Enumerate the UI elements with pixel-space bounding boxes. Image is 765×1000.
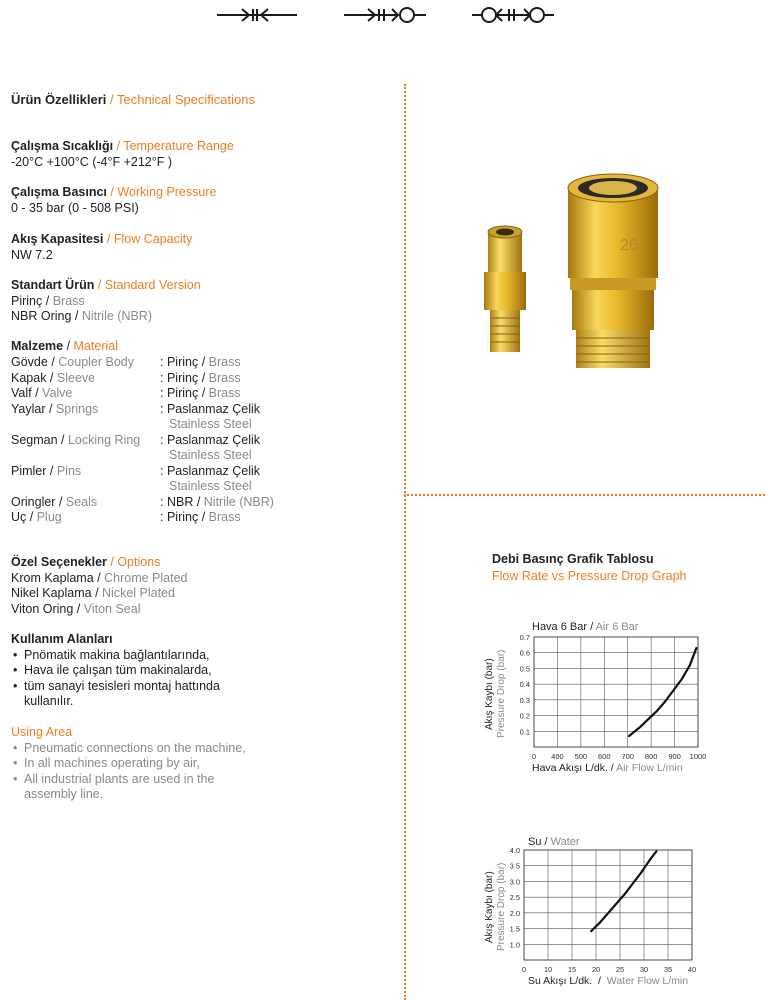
spec-pressure: Çalışma Basıncı / Working Pressure 0 - 35 bar (0 - 508 PSI) (11, 185, 217, 215)
usage-item: • Hava ile çalışan tüm makinalarda, (11, 663, 271, 679)
material-row: Oringler / Seals (11, 494, 98, 509)
coupler-marking: 26 (620, 237, 638, 254)
spec-flow: Akış Kapasitesi / Flow Capacity NW 7.2 (11, 232, 193, 262)
standard-version: Standart Ürün / Standard Version Pirinç / Brass NBR Oring / Nitrile (NBR) (11, 278, 201, 323)
usage-en (11, 725, 271, 803)
y-tick-label: 1.5 (509, 924, 520, 934)
y-tick-label: 0.5 (519, 664, 530, 674)
vertical-divider (404, 84, 406, 1000)
material-value: : Pirinç / Brass (160, 510, 241, 524)
plug-coupler-symbol (344, 8, 426, 22)
usage-tr (11, 632, 271, 710)
plug-plug-symbol (217, 9, 297, 21)
usage-item: • Pnömatik makina bağlantılarında, (11, 648, 271, 664)
spec-value: -20°C +100°C (-4°F +212°F ) (11, 154, 173, 169)
chart-air-xlabel: Hava Akışı L/dk. / Air Flow L/min (532, 762, 683, 774)
spec-label-en: Flow Capacity (113, 232, 193, 246)
chart-air-title: Hava 6 Bar / Air 6 Bar (532, 621, 639, 633)
x-tick-label: 900 (668, 752, 681, 761)
standard-item: NBR Oring / Nitrile (NBR) (11, 309, 152, 323)
material-value: : Pirinç / Brass (160, 386, 241, 400)
x-tick-label: 25 (615, 965, 625, 973)
chart-water-title: Su / Water (528, 836, 580, 848)
spec-label-en: Working Pressure (117, 185, 217, 199)
usage-item: • All industrial plants are used in the assembly line. (11, 772, 249, 803)
material-value: : Paslanmaz Çelik Stainless Steel (160, 432, 261, 462)
y-tick-label: 0.3 (519, 695, 530, 705)
spec-label: Akış Kapasitesi (11, 232, 104, 246)
options-section: Özel Seçenekler / Options Krom Kaplama / Chrome Plated Nikel Kaplama / Nickel Plated Viton Oring / Viton Seal (11, 555, 188, 616)
material-row: Yaylar / Springs (11, 401, 99, 416)
spec-value: 0 - 35 bar (0 - 508 PSI) (11, 200, 139, 215)
spec-temperature: Çalışma Sıcaklığı / Temperature Range -20°C +100°C (-4°F +212°F ) (11, 139, 234, 169)
chart-ylabel-en: Pressure Drop (bar) (496, 649, 507, 738)
x-tick-label: 600 (598, 752, 611, 761)
y-tick-label: 3.5 (509, 861, 520, 871)
x-tick-label: 35 (663, 965, 673, 973)
material-row: Kapak / Sleeve (11, 370, 96, 385)
chart-air (478, 628, 718, 778)
x-tick-label: 400 (551, 752, 564, 761)
coupler-coupler-symbol (472, 8, 554, 22)
chart-ylabel-tr: Akış Kaybı (bar) (484, 871, 495, 943)
spec-value: NW 7.2 (11, 247, 53, 262)
y-tick-label: 0.6 (519, 648, 530, 658)
x-tick-label: 800 (644, 752, 658, 761)
chart-frame (524, 850, 692, 960)
x-tick-label: 30 (639, 965, 649, 973)
chart-ylabel-en: Pressure Drop (bar) (496, 862, 507, 951)
y-tick-label: 2.0 (509, 908, 520, 918)
material-row: Segman / Locking Ring (11, 432, 141, 447)
material-table (0, 355, 400, 535)
graph-header-en: Flow Rate vs Pressure Drop Graph (492, 569, 687, 583)
spec-label: Çalışma Sıcaklığı (11, 139, 114, 153)
section-title-en: Standard Version (104, 278, 201, 292)
material-row: Pimler / Pins (11, 463, 82, 478)
y-tick-label: 1.0 (509, 940, 520, 950)
product-image (470, 160, 670, 370)
usage-item: • In all machines operating by air, (11, 756, 271, 772)
horizontal-divider (404, 494, 765, 496)
x-tick-label: 0 (521, 965, 527, 973)
standard-item: Pirinç / Brass (11, 293, 85, 308)
plug-nipple (484, 226, 526, 352)
option-item: Nikel Kaplama / Nickel Plated (11, 586, 175, 600)
page-title: Ürün Özellikleri / Technical Specifications (11, 92, 256, 107)
usage-item: • Pneumatic connections on the machine, (11, 741, 271, 757)
option-item: Viton Oring / Viton Seal (11, 601, 141, 616)
spec-label: Çalışma Basıncı (11, 185, 107, 199)
material-value: : Pirinç / Brass (160, 370, 241, 385)
y-tick-label: 0.4 (519, 680, 530, 690)
section-title: Standart Ürün (11, 278, 95, 292)
material-value: : Paslanmaz Çelik Stainless Steel (160, 463, 261, 493)
graph-header-tr: Debi Basınç Grafik Tablosu (492, 552, 654, 566)
chart-water-xlabel: Su Akışı L/dk. / Water Flow L/min (528, 975, 689, 987)
x-tick-label: 700 (621, 752, 634, 761)
coupler-body (568, 174, 658, 368)
option-item: Krom Kaplama / Chrome Plated (11, 570, 188, 585)
material-value: : Pirinç / Brass (160, 355, 241, 369)
spec-label-en: Temperature Range (123, 139, 234, 153)
chart-water (478, 843, 718, 973)
connector-symbols (0, 0, 765, 34)
y-tick-label: 0.2 (519, 711, 530, 721)
x-tick-label: 500 (574, 752, 588, 761)
x-tick-label: 0 (531, 752, 537, 761)
chart-ylabel-tr: Akış Kaybı (bar) (484, 658, 495, 730)
material-row: Valf / Valve (11, 386, 73, 400)
x-tick-label: 40 (687, 965, 697, 973)
material-value: : NBR / Nitrile (NBR) (160, 494, 274, 509)
x-tick-label: 10 (543, 965, 553, 973)
x-tick-label: 1000 (689, 752, 707, 761)
usage-title-en: Using Area (11, 725, 73, 739)
material-title: Malzeme / Material (11, 339, 118, 353)
x-tick-label: 20 (591, 965, 601, 973)
x-tick-label: 15 (567, 965, 577, 973)
y-tick-label: 3.0 (509, 877, 520, 887)
title-en: Technical Specifications (116, 92, 256, 107)
series-line (629, 648, 696, 736)
material-row: Gövde / Coupler Body (11, 355, 135, 369)
graph-header (492, 551, 687, 585)
usage-title: Kullanım Alanları (11, 632, 113, 646)
material-value: : Paslanmaz Çelik Stainless Steel (160, 401, 261, 431)
title-tr: Ürün Özellikleri (11, 92, 107, 107)
y-tick-label: 0.1 (519, 727, 530, 737)
series-line (591, 851, 656, 931)
usage-item: • tüm sanayi tesisleri montaj hattında kullanılır. (11, 679, 254, 710)
y-tick-label: 2.5 (509, 893, 520, 903)
y-tick-label: 0.7 (519, 633, 530, 642)
material-row: Uç / Plug (11, 510, 62, 524)
y-tick-label: 4.0 (509, 846, 520, 855)
